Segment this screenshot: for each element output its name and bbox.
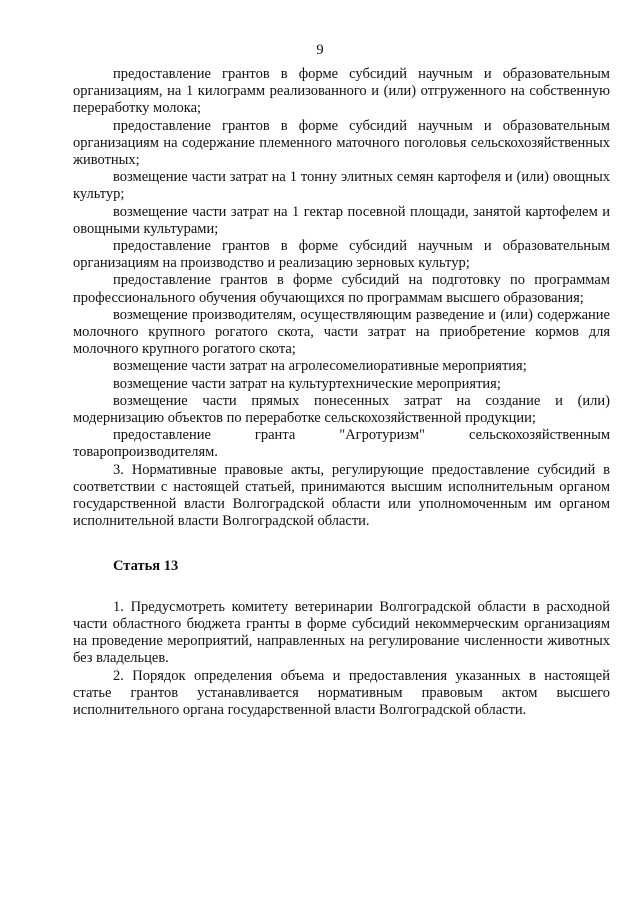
list-item: предоставление грантов в форме субсидий научным и образовательным организациям на содержание племенного маточного поголовья сельскохозяйственных животных; <box>73 117 610 169</box>
article13-point2: 2. Порядок определения объема и предоставления указанных в настоящей статье грантов устанавливается нормативным правовым актом высшего исполнительного органа государственной власти Волгоградской области. <box>73 667 610 718</box>
document-body <box>73 66 610 719</box>
article13-title: Статья 13 <box>113 558 179 575</box>
list-item: возмещение части затрат на культуртехнические мероприятия; <box>113 375 501 392</box>
list-item: предоставление гранта "Агротуризм" сельскохозяйственным товаропроизводителям. <box>73 427 610 461</box>
article12-point3: 3. Нормативные правовые акты, регулирующие предоставление субсидий в соответствии с настоящей статьей, принимаются высшим исполнительным органом государственной власти Волгоградской области или уполномоченным им органом исполнительной власти Волгоградской области. <box>73 461 610 530</box>
list-item: предоставление грантов в форме субсидий научным и образовательным организациям на производство и реализацию зерновых культур; <box>73 238 610 272</box>
list-item: возмещение части затрат на агролесомелиоративные мероприятия; <box>113 358 527 375</box>
list-item: предоставление грантов в форме субсидий научным и образовательным организациям, на 1 килограмм реализованного и (или) отгруженного на собственную переработку молока; <box>73 66 610 117</box>
list-item: возмещение части затрат на 1 гектар посевной площади, занятой картофелем и овощными культурами; <box>73 203 610 237</box>
page-number: 9 <box>316 42 324 58</box>
list-item: возмещение производителям, осуществляющим разведение и (или) содержание молочного крупного рогатого скота, части затрат на приобретение кормов для молочного крупного рогатого скота; <box>73 306 610 358</box>
list-item: предоставление грантов в форме субсидий на подготовку по программам профессионального обучения обучающихся по программам высшего образования; <box>73 272 610 306</box>
list-item: возмещение части прямых понесенных затрат на создание и (или) модернизацию объектов по переработке сельскохозяйственной продукции; <box>73 392 610 427</box>
list-item: возмещение части затрат на 1 тонну элитных семян картофеля и (или) овощных культур; <box>73 169 610 203</box>
article13-point1: 1. Предусмотреть комитету ветеринарии Волгоградской области в расходной части областного бюджета гранты в форме субсидий некоммерческим организациям на проведение мероприятий, направленных на регулирование численности животных без владельцев. <box>73 598 610 667</box>
